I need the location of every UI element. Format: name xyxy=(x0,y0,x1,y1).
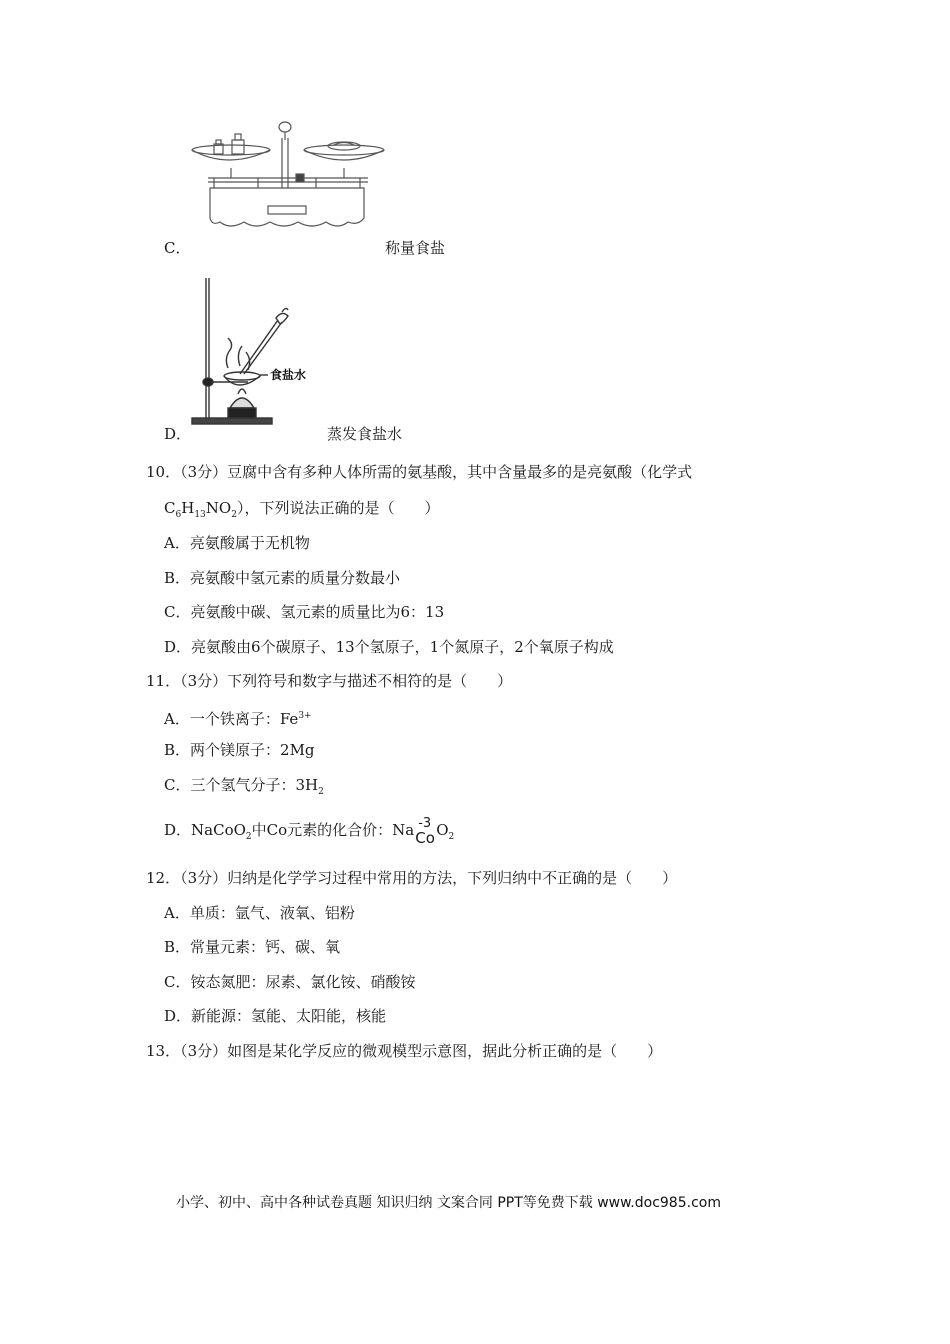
option-c-caption: 称量食盐 xyxy=(385,239,446,257)
q13-stem: 13．（3分）如图是某化学反应的微观模型示意图，据此分析正确的是（ ） xyxy=(146,1042,663,1060)
q12-option-b: B．常量元素：钙、碳、氧 xyxy=(164,938,341,956)
q10-option-c: C．亮氨酸中碳、氢元素的质量比为6：13 xyxy=(164,603,445,621)
valence-notation: -3 Co xyxy=(415,816,435,847)
option-c-letter: C． xyxy=(164,239,191,257)
q12-stem: 12．（3分）归纳是化学学习过程中常用的方法，下列归纳中不正确的是（ ） xyxy=(146,869,678,887)
evaporation-setup-figure xyxy=(188,276,338,428)
q11-option-a: A．一个铁离子：$Fe^{3+}$ xyxy=(164,710,312,728)
q11-option-d: D．NaCoO$_2$中Co元素的化合价：Na -3 Co $O_2$ xyxy=(164,816,455,847)
q12-option-a: A．单质：氩气、液氧、铝粉 xyxy=(164,904,355,922)
q10-stem-line1: 10．（3分）豆腐中含有多种人体所需的氨基酸，其中含量最多的是亮氨酸（化学式 xyxy=(146,463,693,481)
q10-stem-line2: $C_6H_{13}NO_2$），下列说法正确的是（ ） xyxy=(164,499,440,520)
q10-option-b: B．亮氨酸中氢元素的质量分数最小 xyxy=(164,569,401,587)
figure-label-salt-water: 食盐水 xyxy=(270,368,307,382)
page-footer: 小学、初中、高中各种试卷真题 知识归纳 文案合同 PPT等免费下载 www.doc985.com xyxy=(176,1195,721,1211)
q11-option-b: B．两个镁原子：2Mg xyxy=(164,741,315,759)
option-d-caption: 蒸发食盐水 xyxy=(327,425,403,443)
balance-scale-figure xyxy=(188,118,388,243)
q12-option-d: D．新能源：氢能、太阳能，核能 xyxy=(164,1007,387,1025)
q11-stem: 11．（3分）下列符号和数字与描述不相符的是（ ） xyxy=(146,672,513,690)
q12-option-c: C．铵态氮肥：尿素、氯化铵、硝酸铵 xyxy=(164,973,416,991)
q10-option-a: A．亮氨酸属于无机物 xyxy=(164,534,310,552)
q10-option-d: D．亮氨酸由6个碳原子、13个氢原子，1个氮原子，2个氧原子构成 xyxy=(164,638,614,656)
q11-option-c: C．三个氢气分子：$3H_2$ xyxy=(164,776,324,797)
option-d-letter: D． xyxy=(164,425,192,443)
